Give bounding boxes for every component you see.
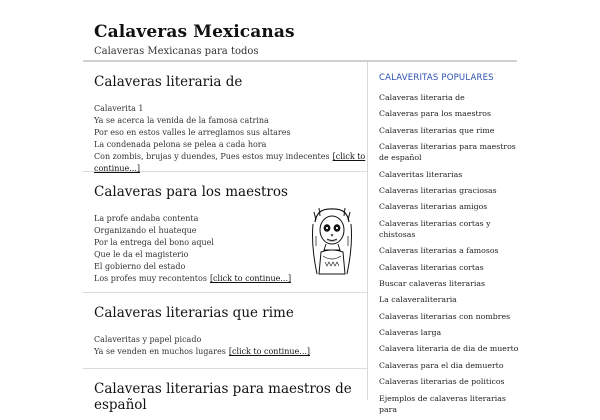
post-item (83, 172, 367, 293)
popular-link[interactable]: Calaveras literarias graciosas (379, 185, 497, 195)
excerpt-line: La profe andaba contenta (94, 214, 199, 223)
popular-link[interactable]: Calaveras larga (379, 328, 442, 338)
post-title[interactable]: Calaveras para los maestros (94, 184, 288, 200)
popular-link[interactable]: Calaveras literarias que rime (379, 125, 495, 135)
post-title[interactable]: Calaveras literarias para maestros de español (94, 381, 352, 413)
popular-link[interactable]: Calaveras para los maestros (379, 109, 492, 119)
popular-link[interactable]: Calavera literaria de dia de muerto (379, 344, 519, 354)
popular-link[interactable]: Calaveras literaria de (379, 93, 465, 102)
sidebar-divider (367, 62, 368, 400)
excerpt-line: El gobierno del estado (94, 262, 186, 272)
post-title[interactable]: Calaveras literarias que rime (94, 305, 294, 321)
excerpt-line: La condenada pelona se pelea a cada hora (94, 140, 267, 150)
popular-link[interactable]: Ejemplos de calaveras literarias para (379, 393, 506, 414)
post-title[interactable]: Calaveras literaria de (94, 74, 243, 90)
excerpt-line: Por la entrega del bono aquel (94, 238, 214, 248)
post-excerpt (94, 103, 367, 176)
popular-link[interactable]: Calaveras literarias con nombres (379, 311, 511, 321)
excerpt-line: Ya se venden en muchos lugares [click to continue...] (94, 347, 311, 357)
popular-link[interactable]: Calaveras literarias amigos (379, 202, 488, 212)
continue-link[interactable]: [click to continue...] (209, 274, 292, 284)
popular-link[interactable]: Calaveras literarias a famosos (379, 246, 499, 256)
sidebar-heading: CALAVERITAS POPULARES (379, 73, 494, 83)
popular-link[interactable]: Calaveritas literarias (379, 169, 463, 179)
excerpt-line: Ya se acerca la venida de la famosa catrina (94, 116, 269, 126)
sidebar-popular (379, 73, 519, 420)
post-item (83, 293, 367, 369)
excerpt-line: Calaverita 1 (94, 104, 144, 113)
post-item (83, 369, 367, 413)
popular-link[interactable]: Calaveras para el dia demuerto (379, 360, 504, 370)
site-title[interactable]: Calaveras Mexicanas (94, 22, 295, 42)
excerpt-line: Por eso en estos valles le arreglamos sus altares (94, 128, 291, 138)
excerpt-line: Con zombis, brujas y duendes, Pues estos muy indecentes [click to continue...] (94, 152, 366, 174)
excerpt-line: Que le da el magisterio (94, 250, 189, 260)
post-list (83, 62, 367, 413)
popular-link[interactable]: Calaveras literarias de politicos (379, 377, 505, 387)
post-item (83, 62, 367, 172)
popular-link[interactable]: Buscar calaveras literarias (379, 278, 485, 288)
catrina-illustration (307, 206, 357, 276)
site-header (94, 22, 295, 57)
post-excerpt (94, 334, 310, 358)
continue-link[interactable]: [click to continue...] (228, 347, 311, 357)
excerpt-line: Los profes muy recontentos [click to continue...] (94, 274, 292, 284)
excerpt-line: Calaveritas y papel picado (94, 335, 202, 344)
post-excerpt (94, 213, 291, 286)
site-tagline: Calaveras Mexicanas para todos (94, 46, 259, 57)
excerpt-line: Organizando el huateque (94, 226, 197, 236)
popular-link[interactable]: La calaveraliteraria (379, 295, 457, 305)
popular-link[interactable]: Calaveras literarias cortas (379, 262, 484, 272)
popular-link[interactable]: Calaveras literarias cortas y chistosas (379, 218, 491, 239)
popular-list (379, 92, 519, 415)
popular-link[interactable]: Calaveras literarias para maestros de español (379, 142, 516, 163)
continue-link[interactable]: [click to continue...] (94, 152, 366, 174)
